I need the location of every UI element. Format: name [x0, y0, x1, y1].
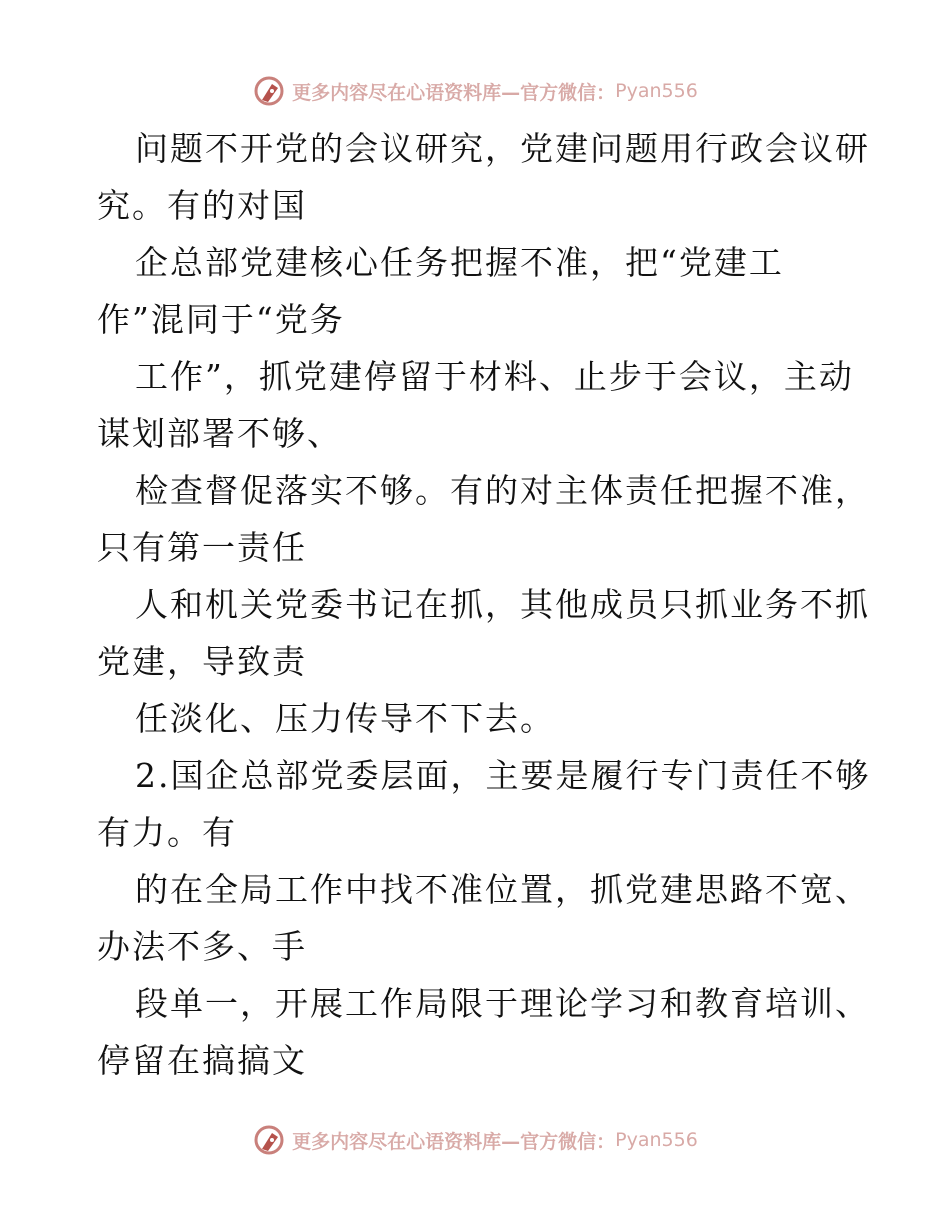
text-line: 党建，导致责	[97, 642, 307, 681]
text-line: 段单一，开展工作局限于理论学习和教育培训、	[135, 984, 870, 1023]
text-line: 2.国企总部党委层面，主要是履行专门责任不够	[135, 756, 871, 795]
text-line: 有力。有	[97, 813, 237, 852]
watermark-text: 更多内容尽在心语资料库—官方微信：	[292, 1130, 616, 1153]
watermark-banner-bottom	[0, 1120, 950, 1160]
watermark-id: Pyan556	[615, 1129, 698, 1151]
pen-nib-logo-icon	[252, 74, 286, 108]
text-line: 的在全局工作中找不准位置，抓党建思路不宽、	[135, 870, 870, 909]
text-line: 企总部党建核心任务把握不准，把“党建工	[135, 243, 784, 282]
text-line: 检查督促落实不够。有的对主体责任把握不准，	[135, 471, 870, 510]
text-line: 任淡化、压力传导不下去。	[135, 699, 555, 738]
text-line: 人和机关党委书记在抓，其他成员只抓业务不抓	[135, 585, 870, 624]
text-line: 问题不开党的会议研究，党建问题用行政会议研	[135, 129, 870, 168]
text-line: 作”混同于“党务	[97, 300, 345, 339]
document-body	[97, 120, 871, 1089]
text-line: 办法不多、手	[97, 927, 307, 966]
watermark-id: Pyan556	[615, 80, 698, 102]
watermark-banner-top	[0, 71, 950, 111]
text-line: 工作”，抓党建停留于材料、止步于会议，主动	[135, 357, 854, 396]
text-line: 停留在搞搞文	[97, 1041, 307, 1080]
text-line: 究。有的对国	[97, 186, 307, 225]
text-line: 只有第一责任	[97, 528, 307, 567]
text-line: 谋划部署不够、	[97, 414, 342, 453]
pen-nib-logo-icon	[252, 1123, 286, 1157]
watermark-text: 更多内容尽在心语资料库—官方微信：	[292, 81, 616, 104]
